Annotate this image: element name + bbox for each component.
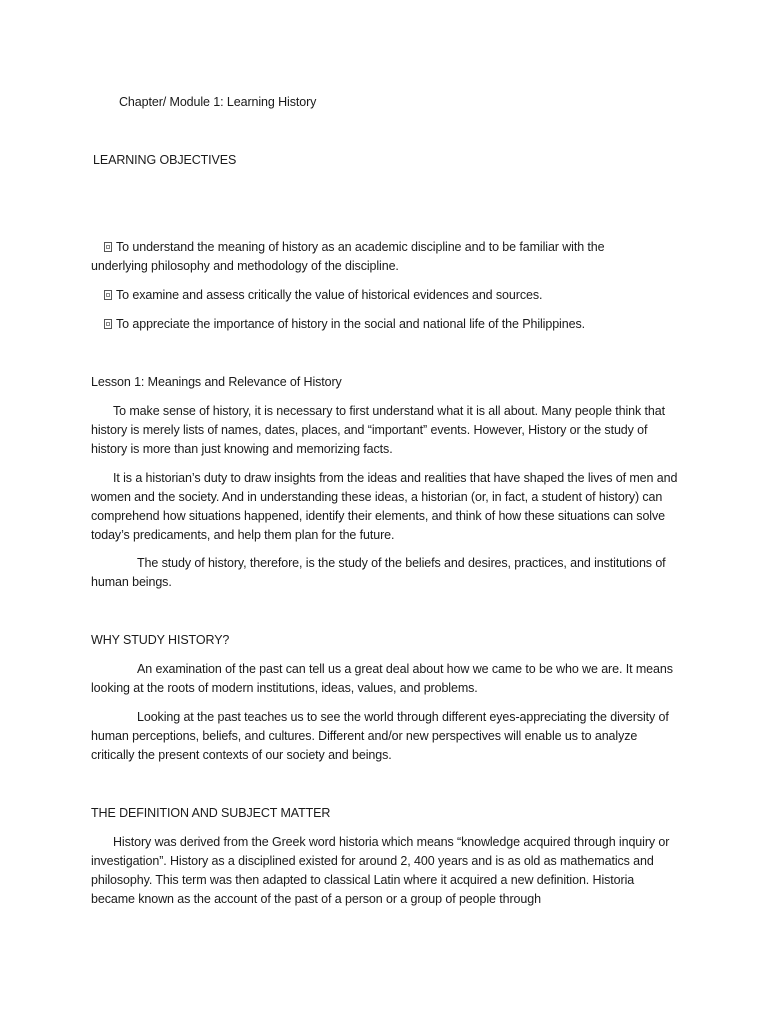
objective-2: [104, 286, 542, 305]
objective-3: [104, 315, 585, 334]
bullet-icon: [104, 319, 112, 329]
bullet-icon: [104, 290, 112, 300]
objective-1: [91, 238, 651, 276]
why-paragraph-1: An examination of the past can tell us a great deal about how we came to be who we are. It means looking at the roots of modern institutions, ideas, values, and problems.: [91, 662, 673, 695]
bullet-icon: [104, 242, 112, 252]
learning-objectives-heading: LEARNING OBJECTIVES: [93, 153, 237, 167]
lesson1-paragraph-2: It is a historian’s duty to draw insights from the ideas and realities that have shaped the lives of men and women and the society. And in understanding these ideas, a historian (or, in fact, a student of history) can comprehend how situations happened, identify their elements, and think of how these situations can solve today’s predicaments, and help them plan for the future.: [91, 471, 678, 542]
objective-text: To understand the meaning of history as an academic discipline and to be familiar with the underlying philosophy and methodology of the discipline.: [91, 240, 605, 273]
objective-text: To appreciate the importance of history in the social and national life of the Philippines.: [116, 317, 585, 331]
definition-heading: THE DEFINITION AND SUBJECT MATTER: [91, 806, 331, 820]
why-study-history-heading: WHY STUDY HISTORY?: [91, 633, 230, 647]
lesson1-paragraph-1: To make sense of history, it is necessary to first understand what it is all about. Many people think that history is merely lists of names, dates, places, and “important” events. However, History or the study of history is more than just knowing and memorizing facts.: [91, 404, 665, 456]
why-paragraph-2: Looking at the past teaches us to see the world through different eyes-appreciating the diversity of human perceptions, beliefs, and cultures. Different and/or new perspectives will enable us to analyze critically the present contexts of our society and beings.: [91, 710, 669, 762]
chapter-title: Chapter/ Module 1: Learning History: [119, 95, 317, 109]
lesson1-heading: Lesson 1: Meanings and Relevance of History: [91, 375, 342, 389]
definition-paragraph: History was derived from the Greek word historia which means “knowledge acquired through inquiry or investigation”. History as a disciplined existed for around 2, 400 years and is as old as mathematics and philosophy. This term was then adapted to classical Latin where it acquired a new definition. Historia became known as the account of the past of a person or a group of people through: [91, 835, 670, 906]
objective-text: To examine and assess critically the value of historical evidences and sources.: [116, 288, 543, 302]
lesson1-paragraph-3: The study of history, therefore, is the study of the beliefs and desires, practices, and institutions of human beings.: [91, 556, 666, 589]
